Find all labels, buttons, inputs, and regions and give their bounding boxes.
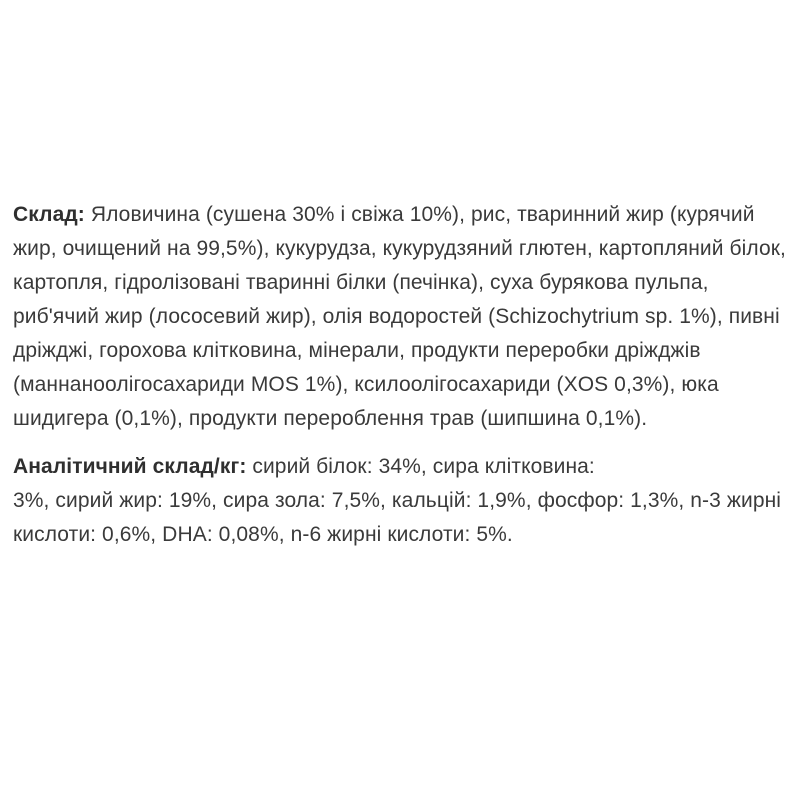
analytical-composition-line2: 3%, сирий жир: 19%, сира зола: 7,5%, кальцій: 1,9%, фосфор: 1,3%, n-3 жирні кислоти: 0,6%, DHA: 0,08%, n-6 жирні кислоти: 5%.: [13, 489, 782, 546]
analytical-composition-paragraph: [13, 450, 790, 552]
composition-label: Склад:: [13, 203, 85, 226]
analytical-composition-line1: сирий білок: 34%, сира клітковина:: [252, 455, 595, 478]
composition-paragraph: [13, 198, 790, 436]
composition-text: Яловичина (сушена 30% і свіжа 10%), рис, тваринний жир (курячий жир, очищений на 99,5%), кукурудза, кукурудзяний глютен, картопляний білок, картопля, гідролізовані тваринні білки (печінка), суха бурякова пульпа, риб'ячий жир (лососевий жир), олія водоростей (Schizochytrium sp. 1%), пивні дріжджі, горохова клітковина, мінерали, продукти переробки дріжджів (маннаноолігосахариди MOS 1%), ксилоолігосахариди (XOS 0,3%), юка шидигера (0,1%), продукти перероблення трав (шипшина 0,1%).: [13, 203, 786, 430]
analytical-composition-label: Аналітичний склад/кг:: [13, 455, 247, 478]
